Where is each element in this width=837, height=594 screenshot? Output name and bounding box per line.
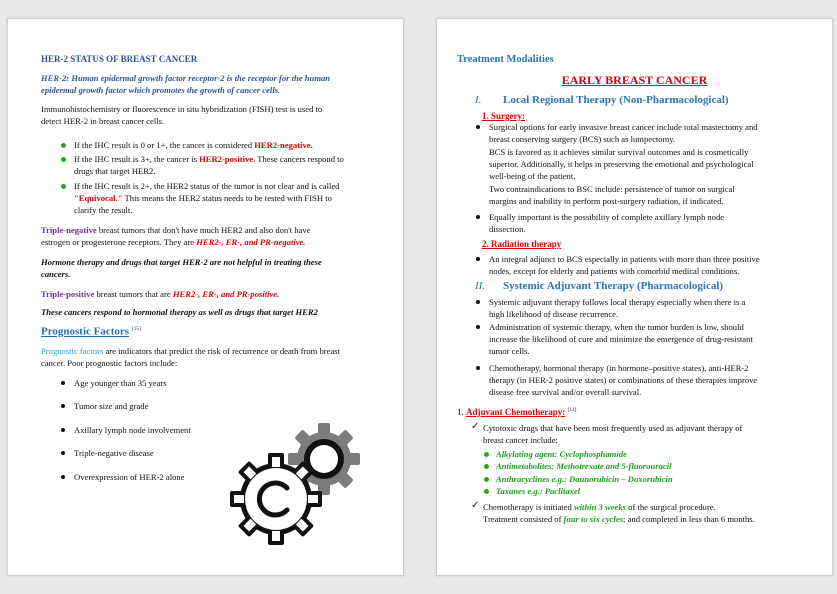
checkmark-icon: ✓ [471,421,480,432]
her2-definition-line-1: HER-2: Human epidermal growth factor receptor-2 is the receptor for the human [41,73,331,83]
large-gear-icon [230,453,322,545]
bullet-text: If the IHC result is 3+, the cancer is [74,154,200,164]
radiation-line: nodes, except for elderly and patients with comorbid medical conditions. [489,266,740,276]
ihc-bullet-equivocal-line-1: If the IHC result is 2+, the HER2 status of the tumor is not clear and is called [74,181,340,191]
administration-line: tumor cells. [489,346,530,356]
surgery-label: 1. Surgery: [482,111,525,121]
section-numeral: II. [475,280,486,292]
bullet-dot [61,475,65,479]
factor-item: Tumor size and grade [74,401,149,411]
equivocal-label: "Equivocal." [74,193,123,203]
triple-negative-line-2 [41,236,306,248]
surgery-line: superior. Additionally, it helps in preserving the emotional and psychological [489,159,754,169]
bullet-dot [484,464,489,469]
paragraph-text: estrogen or progesterone receptors. They are [41,237,197,247]
bullet-dot [484,489,489,494]
axillary-line: dissection. [489,224,526,234]
bullet-dot [61,381,65,385]
paragraph-text: Treatment consisted of [483,514,564,524]
bullet-text: If the IHC result is 0 or 1+, the cancer is considered [74,140,255,150]
factor-item: Axillary lymph node involvement [74,425,191,435]
drug-item: Taxanes e.g.: Paclitaxel [496,486,581,496]
radiation-line: An integral adjunct to BCS especially in patients with more than three positive [489,254,760,264]
bullet-dot [484,452,489,457]
section-local-regional-title: Local Regional Therapy (Non-Pharmacological) [503,94,729,106]
bullet-dot [476,300,480,304]
paragraph-text: are indicators that predict the risk of recurrence or death from breast [103,346,340,356]
drug-item: Alkylating agent: Cyclophosphamide [496,449,627,459]
paragraph-text: breast tumors that don't have much HER2 and also don't have [96,225,311,235]
surgery-line: breast conserving surgery (BCS) such as lumpectomy. [489,134,676,144]
paragraph-text: Chemotherapy is initiated [483,502,574,512]
reference-number: [11] [567,407,577,413]
surgery-line: well-being of the patient. [489,171,576,181]
subsection-radiation-title [482,238,561,250]
drug-item: Anthracyclines e.g.: Daunorubicin – Doxorubicin [496,474,673,484]
ihc-bullet-equivocal-line-2 [74,192,332,204]
bullet-text: These cancers respond to [255,154,344,164]
chemotherapy-line: disease free survival and/or overall survival. [489,387,642,397]
bullet-dot [476,125,480,129]
paragraph-text: breast tumors that are [94,289,173,299]
triple-positive-label: Triple-positive [41,289,95,299]
triple-negative-label: Triple-negative [41,225,97,235]
surgery-line: Two contraindications to BSC include: persistence of tumor on surgical [489,184,735,194]
prognostic-factors-heading [41,322,141,339]
bullet-dot [61,428,65,432]
prognostic-paragraph-line-1 [41,345,340,357]
chemotherapy-line: Chemotherapy, hormonal therapy (in hormone–positive states), anti-HER-2 [489,363,749,373]
prognostic-factors-title: Prognostic Factors [41,325,130,338]
bullet-dot [476,257,480,261]
factor-item: Triple-negative disease [74,448,154,458]
initiation-line [483,501,716,513]
chemotherapy-line: therapy (in HER-2 positive states) or combinations of these therapies improve [489,375,758,385]
ihc-bullet-positive-line-2: drugs that target HER2. [74,166,156,176]
surgery-line: Surgical options for early invasive breast cancer include total mastectomy and [489,122,758,132]
adjuvant-chemotherapy-heading [457,404,576,418]
receptor-status-negative: HER2-, ER-, and PR-negative. [196,237,306,247]
bullet-dot [61,404,65,408]
bullet-dot [61,143,66,148]
heading-number: 1. [457,407,466,417]
adjuvant-chemotherapy-title: Adjuvant Chemotherapy: [466,407,566,417]
systemic-line: Systemic adjuvant therapy follows local therapy especially when there is a [489,297,746,307]
paragraph-text: ; and completed in less than 6 months. [623,514,755,524]
bullet-text: This means the HER2 status needs to be tested with FISH to [122,193,332,203]
bullet-dot [476,325,480,329]
gears-icon [224,407,374,547]
treatment-cycles-line [483,513,755,525]
section-systemic-title: Systemic Adjuvant Therapy (Pharmacological) [503,280,724,292]
ihc-bullet-negative [74,139,313,151]
hormone-therapy-line-2: cancers. [41,269,71,279]
factor-item: Overexpression of HER-2 alone [74,472,185,482]
respond-statement: These cancers respond to hormonal therapy as well as drugs that target HER2 [41,307,318,317]
document-page-left [7,18,404,576]
cytotoxic-line: breast cancer include: [483,435,558,445]
factor-item: Age younger than 35 years [74,378,167,388]
surgery-line: BCS is favored as it achieves similar survival outcomes and is cosmetically [489,147,749,157]
ihc-bullet-positive [74,153,344,165]
prognostic-paragraph-line-2: cancer. Poor prognostic factors include: [41,358,178,368]
administration-line: increase the likelihood of cure and minimize the emergence of drug-resistant [489,334,753,344]
paragraph-text: of the surgical procedure. [626,502,716,512]
reference-number: [15] [131,326,142,332]
bullet-dot [476,366,480,370]
treatment-modalities-heading: Treatment Modalities [457,54,554,65]
cycles-highlight: four to six cycles [563,514,624,524]
test-text-line-2: detect HER-2 in breast cancer cells. [41,116,165,126]
bullet-dot [476,215,480,219]
her2-negative-label: HER2-negative. [254,140,313,150]
early-breast-cancer-heading: EARLY BREAST CANCER [561,73,708,87]
administration-line: Administration of systemic therapy, when the tumor burden is low, should [489,322,744,332]
surgery-line: margins and inability to perform post-surgery radiation, if indicated. [489,196,724,206]
page-title: HER-2 STATUS OF BREAST CANCER [41,54,198,64]
cytotoxic-line: Cytotoxic drugs that have been most frequently used as adjuvant therapy of [483,423,743,433]
drug-item: Antimetabolites: Methotrexate and 5-fluorouracil [496,461,672,471]
prognostic-factors-lead: Prognostic factors [41,346,104,356]
her2-positive-label: HER2-positive. [199,154,256,164]
triple-negative-line-1 [41,224,311,236]
bullet-dot [484,477,489,482]
receptor-status-positive: HER2-, ER-, and PR-positive. [172,289,280,299]
systemic-line: high likelihood of disease recurrence. [489,309,619,319]
bullet-dot [61,451,65,455]
triple-positive-line [41,288,279,300]
radiation-label: 2. Radiation therapy [482,239,562,249]
timing-highlight: within 3 weeks [573,502,626,512]
hormone-therapy-line-1: Hormone therapy and drugs that target HER-2 are not helpful in treating these [41,257,322,267]
checkmark-icon: ✓ [471,500,480,511]
test-text-line-1: Immunohistochemistry or fluorescence in situ hybridization (FISH) test is used to [41,104,323,114]
section-numeral: I. [475,94,482,106]
bullet-dot [61,157,66,162]
document-page-right [436,18,833,576]
her2-definition-line-2: epidermal growth factor which promotes the growth of cancer cells. [41,85,281,95]
bullet-dot [61,184,66,189]
ihc-bullet-equivocal-line-3: clarify the result. [74,205,133,215]
axillary-line: Equally important is the possibility of complete axillary lymph node [489,212,725,222]
